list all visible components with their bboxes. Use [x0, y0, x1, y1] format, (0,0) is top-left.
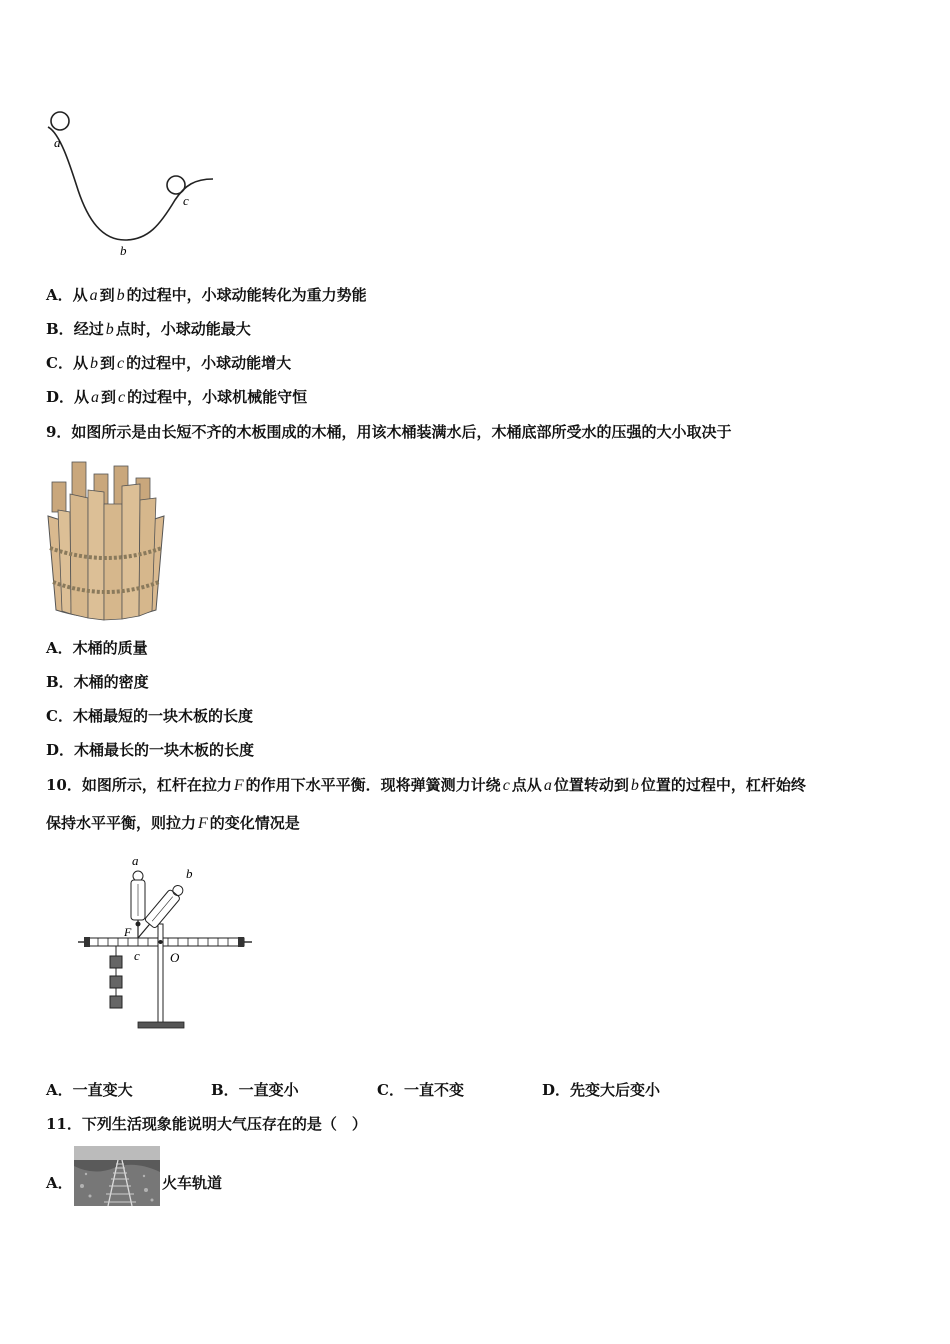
point-c-label: c [183, 193, 189, 208]
point-a-label: a [54, 135, 61, 150]
q10-stem-line1: 10．如图所示，杠杆在拉力 F 的作用下水平平衡．现将弹簧测力计绕 c 点从 a 位置转动到 b 位置的过程中，杠杆始终 [46, 776, 806, 794]
q8-option-d[interactable]: D．从 a 到 c 的过程中，小球机械能守恒 [46, 388, 308, 406]
q9-option-d[interactable]: D．木桶最长的一块木板的长度 [46, 741, 255, 759]
q10-option-c[interactable]: C．一直不变 [377, 1081, 464, 1099]
q10-option-b[interactable]: B．一直变小 [211, 1081, 299, 1099]
q11-option-a[interactable]: A． [46, 1174, 73, 1192]
q10-stem-line2: 保持水平平衡，则拉力 F 的变化情况是 [46, 814, 300, 832]
position-a-label: a [132, 853, 139, 868]
wooden-barrel-figure [44, 460, 169, 622]
weight-3 [110, 996, 122, 1008]
q8-option-c[interactable]: C．从 b 到 c 的过程中，小球动能增大 [46, 354, 292, 372]
point-c-label: c [134, 948, 140, 963]
q11-option-a-text: 火车轨道 [162, 1174, 223, 1192]
ball-track-figure [40, 105, 230, 265]
q9-option-c[interactable]: C．木桶最短的一块木板的长度 [46, 707, 253, 725]
force-F-label: F [124, 925, 132, 939]
railway-track-image [74, 1146, 160, 1206]
q9-option-a[interactable]: A．木桶的质量 [46, 639, 148, 657]
point-b-label: b [120, 243, 127, 258]
ball-at-c [167, 176, 185, 194]
stand-base [138, 1022, 184, 1028]
position-b-label: b [186, 866, 193, 881]
q9-stem: 9．如图所示是由长短不齐的木板围成的木桶，用该木桶装满水后，木桶底部所受水的压强的大小取决于 [46, 423, 732, 441]
q8-option-a[interactable]: A．从 a 到 b 的过程中，小球动能转化为重力势能 [46, 286, 367, 304]
weight-1 [110, 956, 122, 968]
weight-2 [110, 976, 122, 988]
q8-option-b[interactable]: B．经过 b 点时，小球动能最大 [46, 320, 251, 338]
curved-track [48, 127, 213, 240]
lever-bar [86, 938, 244, 946]
pivot-O-label: O [170, 950, 180, 965]
q10-option-d[interactable]: D．先变大后变小 [542, 1081, 661, 1099]
ball-at-a [51, 112, 69, 130]
q9-option-b[interactable]: B．木桶的密度 [46, 673, 149, 691]
q10-option-a[interactable]: A．一直变大 [46, 1081, 133, 1099]
q11-stem: 11．下列生活现象能说明大气压存在的是（ ） [46, 1115, 367, 1133]
lever-figure [76, 852, 256, 1037]
stand-pole [158, 924, 163, 1024]
